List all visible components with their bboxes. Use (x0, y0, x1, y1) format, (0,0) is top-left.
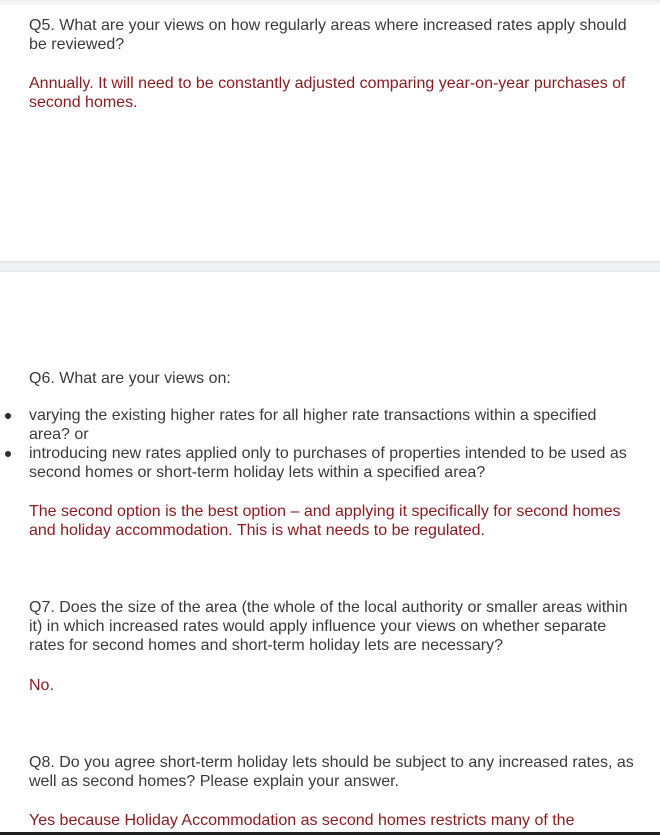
q8-question: Q8. Do you agree short-term holiday lets should be subject to any increased rates, as well as second homes? Please explain your answer. (29, 754, 634, 790)
q8-answer: Yes because Holiday Accommodation as second homes restricts many of the (29, 812, 575, 829)
q6-options-list (0, 406, 640, 482)
q6-option-text: varying the existing higher rates for all higher rate transactions within a specified area? or (29, 407, 597, 443)
q6-option (0, 444, 629, 482)
page-top-edge (0, 0, 660, 6)
q6-question: Q6. What are your views on: (29, 370, 231, 387)
bullet-icon (5, 451, 11, 457)
q7-answer: No. (29, 677, 54, 694)
q5-answer: Annually. It will need to be constantly adjusted comparing year-on-year purchases of second homes. (29, 75, 626, 111)
q6-option-text: introducing new rates applied only to purchases of properties intended to be used as second homes or short-term holiday lets within a specified area? (29, 445, 627, 481)
q5-question: Q5. What are your views on how regularly areas where increased rates apply should be reviewed? (29, 17, 627, 53)
page-separator (0, 261, 660, 272)
q6-answer: The second option is the best option – and applying it specifically for second homes and holiday accommodation. This is what needs to be regulated. (29, 503, 621, 539)
bullet-icon (5, 413, 11, 419)
q7-question: Q7. Does the size of the area (the whole of the local authority or smaller areas within it) in which increased rates would apply influence your views on whether separate rates for second homes and short-term holiday lets are necessary? (29, 599, 628, 654)
q6-option (0, 406, 629, 444)
